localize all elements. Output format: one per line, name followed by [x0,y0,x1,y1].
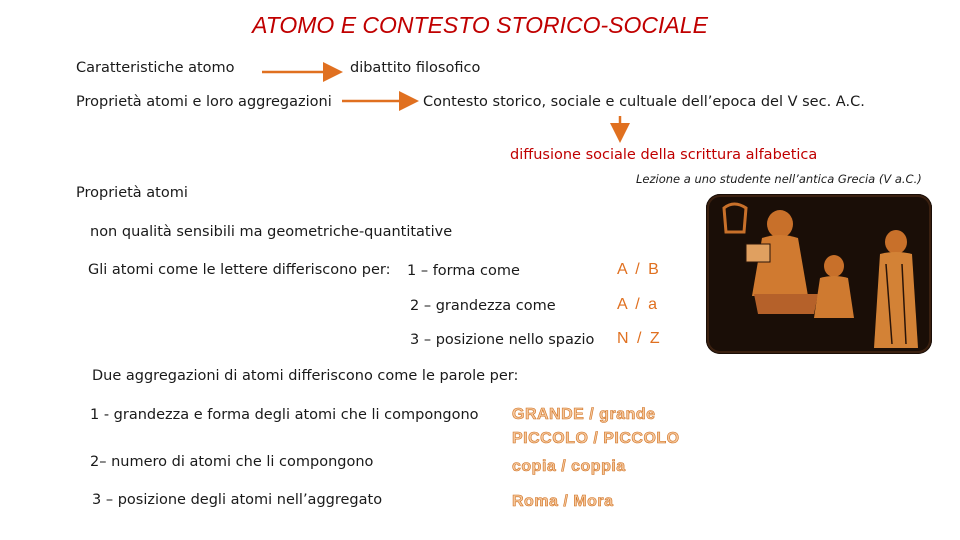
aggregation-criterion-1: 1 - grandezza e forma degli atomi che li compongono [90,407,479,423]
word-example-2: PICCOLO / PICCOLO [512,430,680,447]
page-title: ATOMO E CONTESTO STORICO-SOCIALE [252,12,708,38]
aggregation-criterion-3: 3 – posizione degli atomi nell’aggregato [92,492,383,508]
atom-properties-label: Proprietà atomi e loro aggregazioni [76,94,332,110]
historical-context-label: Contesto storico, sociale e cultuale dell’epoca del V sec. A.C. [423,94,865,110]
greek-vase-image [706,194,932,354]
letter-example-3: N / Z [617,330,662,347]
alphabetic-writing-diffusion: diffusione sociale della scrittura alfabetica [510,147,818,163]
letters-intro: Gli atomi come le lettere differiscono per: [88,262,391,278]
letter-example-2: A / a [617,296,660,313]
word-example-1: GRANDE / grande [512,406,656,423]
letter-criterion-2: 2 – grandezza come [410,298,556,314]
word-example-4: Roma / Mora [512,493,614,510]
image-caption: Lezione a uno studente nell’antica Grecia (V a.C.) [636,172,922,186]
aggregations-intro: Due aggregazioni di atomi differiscono come le parole per: [92,368,519,384]
letter-criterion-3: 3 – posizione nello spazio [410,332,595,348]
vase-painting-illustration [706,194,932,354]
letter-criterion-1: 1 – forma come [407,263,520,279]
properties-heading: Proprietà atomi [76,185,188,201]
non-quality-text: non qualità sensibili ma geometriche-quantitative [90,224,453,240]
atom-characteristics-label: Caratteristiche atomo [76,60,235,76]
letter-example-1: A / B [617,261,661,278]
aggregation-criterion-2: 2– numero di atomi che li compongono [90,454,374,470]
philosophical-debate-label: dibattito filosofico [350,60,481,76]
word-example-3: copia / coppia [512,458,626,475]
